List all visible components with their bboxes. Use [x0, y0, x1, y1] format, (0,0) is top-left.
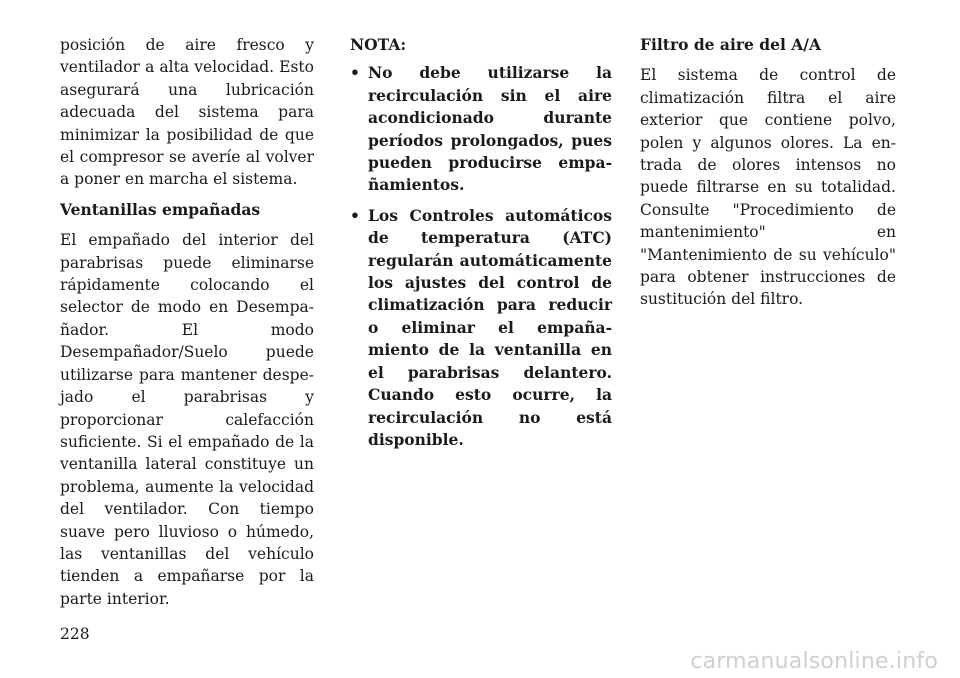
column-3	[640, 34, 896, 319]
paragraph-air-filter: El sistema de control de climatización filtra el aire exterior que contiene polvo, polen y algunos olores. La entrada de olores intensos no puede filtrarse en su totalidad. Consulte "Procedimiento de mantenimiento" en "Mantenimiento de su vehículo" para obtener instrucciones de sustitución del filtro.	[640, 66, 896, 309]
note-bullet-text: Los Controles automáticos de temperatura (ATC) regularán automáticamente los ajustes del control de climatización para reducir o eliminar el empañamiento de la ventanilla en el parabrisas delantero. Cuando esto ocurre, la recirculación no está disponible.	[368, 205, 612, 449]
page-number: 228	[60, 625, 90, 643]
note-bullet-item	[350, 205, 612, 451]
note-label: NOTA:	[350, 35, 407, 54]
paragraph-defog: El empañado del interior del parabrisas puede eliminarse rápidamente colocando el selector de modo en Desempañador. El modo Desempañador/Suelo puede utilizarse para mantener despejado el parabrisas y proporcionar calefacción suficiente. Si el empañado de la ventanilla lateral constituye un problema, aumente la velocidad del ventilador. Con tiempo suave pero lluvioso o húmedo, las ventanillas del vehículo tienden a empañarse por la parte interior.	[60, 231, 314, 608]
paragraph-fresh-air: posición de aire fresco y ventilador a alta velocidad. Esto asegurará una lubricación adecuada del sistema para minimizar la posibilidad de que el compresor se averíe al volver a poner en marcha el sistema.	[60, 36, 314, 189]
watermark-text: carmanualsonline.info	[690, 649, 938, 674]
note-bullet-text: No debe utilizarse la recirculación sin el aire acondicionado durante períodos prolongados, pues pueden producirse empañamientos.	[368, 63, 612, 195]
bullet-icon: •	[350, 205, 360, 225]
column-2	[350, 34, 612, 459]
note-bullet-list	[350, 62, 612, 451]
heading-fogged-windows: Ventanillas empañadas	[60, 199, 261, 219]
bullet-icon: •	[350, 63, 360, 83]
column-1	[60, 34, 314, 618]
note-bullet-item	[350, 62, 612, 196]
heading-ac-air-filter: Filtro de aire del A/A	[640, 35, 821, 54]
